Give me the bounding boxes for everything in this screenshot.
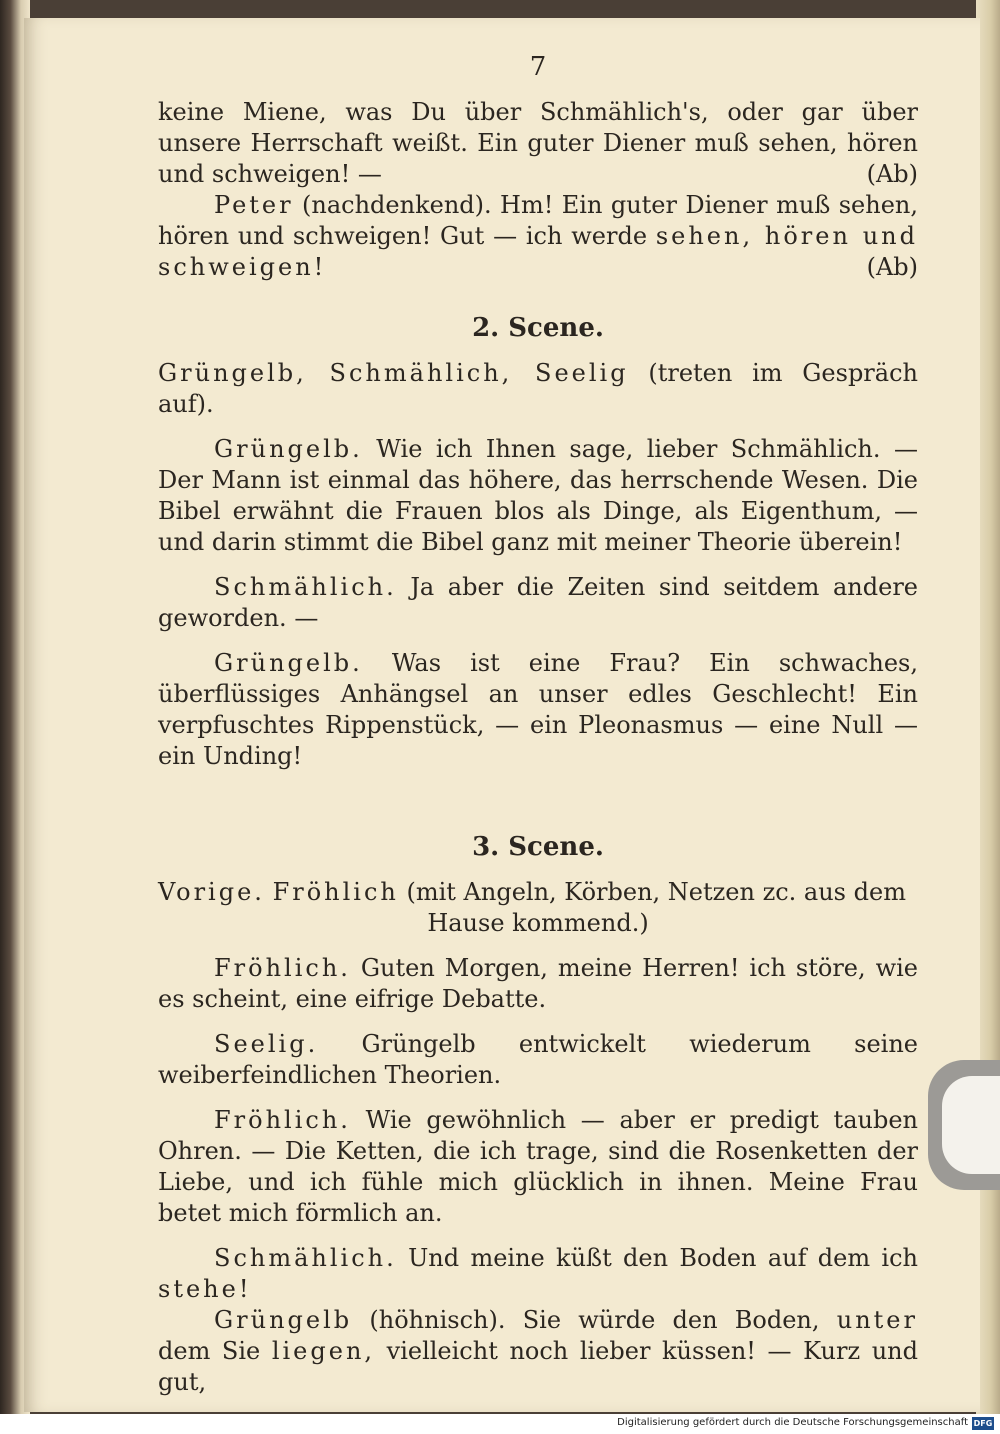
speaker-name: Fröhlich. [214,1106,351,1134]
dialogue-line: Seelig. Grüngelb entwickelt wiederum seine weiberfeindlichen Theorien. [158,1030,918,1089]
dialogue-line: Grüngelb. Was ist eine Frau? Ein schwaches, überflüssiges Anhängsel an unser edles Geschlecht! Ein verpfuschtes Rippenstück, — ein Pleonasmus — eine Null — ein Unding! [158,649,918,770]
speaker-name: Seelig. [214,1030,319,1058]
speaker-name: Fröhlich. [214,954,351,982]
page-tab-marker [928,1060,1000,1190]
speaker-name: Schmählich. [214,573,397,601]
dialogue-line: Fröhlich. Guten Morgen, meine Herren! ich störe, wie es scheint, eine eifrige Debatte. [158,954,918,1013]
dfg-logo: DFG [973,1419,993,1428]
page-content [158,52,918,1398]
exit-direction: (Ab) [866,160,918,188]
scene-heading-3: 3. Scene. [472,832,604,862]
paragraph-1: keine Miene, was Du über Schmählich's, oder gar über unsere Herrschaft weißt. Ein guter Diener muß sehen, hören und schweigen! — (Ab) [158,98,918,188]
dialogue-line: Grüngelb. Wie ich Ihnen sage, lieber Schmählich. — Der Mann ist einmal das höhere, das herrschende Wesen. Die Bibel erwähnt die Frauen blos als Dinge, als Eigenthum, — und darin stimmt die Bibel ganz mit meiner Theorie überein! [158,435,918,556]
speaker-name: Schmählich. [214,1244,397,1272]
speaker-name: Grüngelb. [214,649,363,677]
dialogue-line: Schmählich. Ja aber die Zeiten sind seitdem andere geworden. — [158,573,918,632]
dialogue-line: Grüngelb (höhnisch). Sie würde den Boden, unter dem Sie liegen, vielleicht noch lieber küssen! — Kurz und gut, [158,1306,918,1396]
scene-3-cast: Vorige. Fröhlich (mit Angeln, Körben, Netzen zc. aus dem [158,878,906,906]
speaker-name: Peter [214,191,294,219]
scene-heading-2: 2. Scene. [472,313,604,343]
dialogue-line: Fröhlich. Wie gewöhnlich — aber er predigt tauben Ohren. — Die Ketten, die ich trage, sind die Rosenketten der Liebe, und ich fühle mich glücklich in ihnen. Meine Frau betet mich förmlich an. [158,1106,918,1227]
exit-direction: (Ab) [866,253,918,281]
speaker-name: Grüngelb. [214,435,363,463]
speaker-name: Grüngelb [214,1306,353,1334]
scene-3-cast-cont: Hause kommend.) [427,909,649,937]
footer-bar [0,1414,1000,1434]
scene-2-cast: Grüngelb, Schmählich, Seelig (treten im Gespräch auf). [158,359,918,418]
page-number: 7 [529,52,547,82]
paragraph-peter: Peter (nachdenkend). Hm! Ein guter Diener muß sehen, hören und schweigen! Gut — ich werde sehen, hören und schweigen! (Ab) [158,191,918,281]
dialogue-line: Schmählich. Und meine küßt den Boden auf dem ich stehe! [158,1244,918,1303]
footer-credit: Digitalisierung gefördert durch die Deutsche Forschungsgemeinschaft [617,1417,968,1428]
